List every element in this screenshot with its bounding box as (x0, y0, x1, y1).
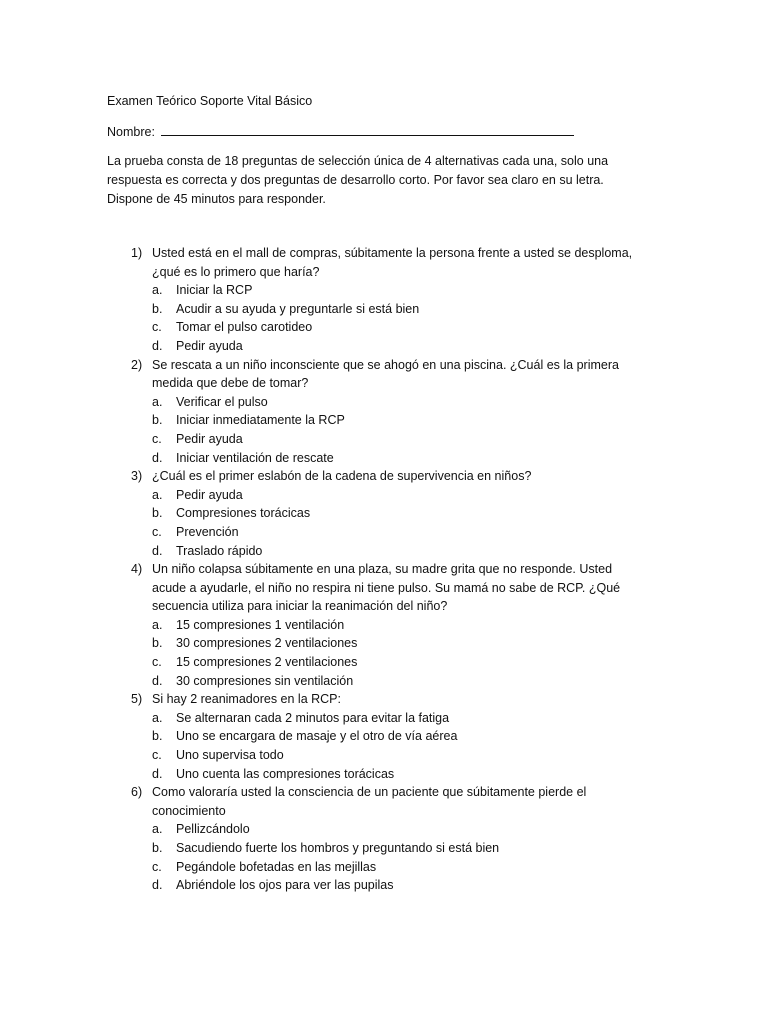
question-text: Como valoraría usted la consciencia de un paciente que súbitamente pierde el conocimiento (152, 785, 587, 818)
question-number: 4) (131, 562, 143, 577)
option-text: Acudir a su ayuda y preguntarle si está bien (176, 301, 420, 316)
question-item (131, 356, 667, 468)
option-letter: c. (152, 320, 162, 335)
option-letter: a. (152, 822, 163, 837)
exam-page (107, 92, 667, 907)
answer-option (152, 709, 667, 728)
name-row (107, 123, 667, 141)
option-list (152, 820, 667, 894)
option-letter: c. (152, 524, 162, 539)
option-letter: d. (152, 766, 163, 781)
question-row (131, 560, 667, 616)
option-text: Iniciar inmediatamente la RCP (176, 413, 345, 428)
name-blank-line (161, 123, 574, 136)
option-letter: a. (152, 394, 163, 409)
answer-option (152, 504, 667, 523)
answer-option (152, 672, 667, 691)
question-item (131, 467, 667, 560)
question-text: Usted está en el mall de compras, súbitamente la persona frente a usted se desploma, ¿qué es lo primero que haría? (152, 246, 633, 279)
answer-option (152, 765, 667, 784)
answer-option (152, 523, 667, 542)
answer-option (152, 746, 667, 765)
question-row (131, 690, 667, 709)
exam-title: Examen Teórico Soporte Vital Básico (107, 94, 313, 108)
option-list (152, 616, 667, 690)
question-row (131, 783, 667, 820)
option-text: Pedir ayuda (176, 431, 243, 446)
answer-option (152, 653, 667, 672)
question-item (131, 783, 667, 895)
option-letter: a. (152, 617, 163, 632)
answer-option (152, 430, 667, 449)
question-number: 6) (131, 785, 143, 800)
option-letter: d. (152, 450, 163, 465)
answer-option (152, 542, 667, 561)
option-text: Pegándole bofetadas en las mejillas (176, 859, 377, 874)
option-text: Sacudiendo fuerte los hombros y preguntando si está bien (176, 841, 500, 855)
option-text: Traslado rápido (176, 543, 263, 558)
option-text: 15 compresiones 2 ventilaciones (176, 655, 358, 670)
question-number: 5) (131, 692, 143, 707)
option-letter: d. (152, 878, 163, 893)
option-text: Pedir ayuda (176, 487, 243, 502)
option-letter: b. (152, 729, 163, 744)
question-row (131, 356, 667, 393)
question-text: Si hay 2 reanimadores en la RCP: (152, 692, 341, 707)
option-letter: c. (152, 748, 162, 763)
answer-option (152, 300, 667, 319)
answer-option (152, 839, 667, 858)
option-text: Uno supervisa todo (176, 748, 284, 763)
question-text: Un niño colapsa súbitamente en una plaza, su madre grita que no responde. Usted acude a ayudarle, el niño no respira ni tiene pulso. Su mamá no sabe de RCP. ¿Qué secuencia utiliza para iniciar la reanimación del niño? (152, 562, 621, 614)
answer-option (152, 393, 667, 412)
option-text: Compresiones torácicas (176, 506, 311, 521)
option-text: 15 compresiones 1 ventilación (176, 617, 345, 632)
option-letter: a. (152, 710, 163, 725)
question-list (131, 244, 667, 895)
question-item (131, 244, 667, 356)
option-letter: a. (152, 283, 163, 298)
answer-option (152, 820, 667, 839)
question-number: 1) (131, 246, 143, 260)
question-text: ¿Cuál es el primer eslabón de la cadena de supervivencia en niños? (152, 469, 532, 484)
option-letter: b. (152, 301, 163, 316)
exam-instructions: La prueba consta de 18 preguntas de selección única de 4 alternativas cada una, solo una respuesta es correcta y dos preguntas de desarrollo corto. Por favor sea claro en su letra. Dispone de 45 minutos para responder. (107, 154, 609, 206)
question-text: Se rescata a un niño inconsciente que se ahogó en una piscina. ¿Cuál es la primera medida que debe de tomar? (152, 357, 619, 391)
option-list (152, 393, 667, 467)
option-letter: c. (152, 431, 162, 446)
question-row (131, 244, 667, 281)
question-number: 3) (131, 469, 143, 484)
answer-option (152, 727, 667, 746)
question-item (131, 690, 667, 783)
option-letter: c. (152, 859, 162, 874)
option-text: Verificar el pulso (176, 394, 268, 409)
question-item (131, 560, 667, 690)
answer-option (152, 486, 667, 505)
name-label: Nombre: (107, 125, 155, 139)
option-text: Pellizcándolo (176, 822, 250, 837)
option-letter: d. (152, 543, 163, 558)
option-text: Pedir ayuda (176, 338, 243, 353)
option-letter: b. (152, 413, 163, 428)
answer-option (152, 318, 667, 337)
option-list (152, 709, 667, 783)
option-text: Se alternaran cada 2 minutos para evitar la fatiga (176, 710, 450, 725)
answer-option (152, 337, 667, 356)
option-letter: b. (152, 636, 163, 651)
option-text: Uno cuenta las compresiones torácicas (176, 766, 395, 781)
answer-option (152, 634, 667, 653)
option-list (152, 281, 667, 355)
option-text: Iniciar la RCP (176, 283, 253, 298)
option-letter: c. (152, 655, 162, 670)
answer-option (152, 449, 667, 468)
option-letter: a. (152, 487, 163, 502)
option-text: Iniciar ventilación de rescate (176, 450, 334, 465)
question-number: 2) (131, 357, 143, 372)
question-row (131, 467, 667, 486)
option-letter: d. (152, 673, 163, 688)
option-letter: b. (152, 506, 163, 521)
answer-option (152, 876, 667, 895)
option-letter: d. (152, 338, 163, 353)
option-letter: b. (152, 841, 163, 855)
answer-option (152, 411, 667, 430)
option-text: Prevención (176, 524, 239, 539)
option-text: Abriéndole los ojos para ver las pupilas (176, 878, 394, 893)
option-text: 30 compresiones sin ventilación (176, 673, 354, 688)
option-text: Tomar el pulso carotideo (176, 320, 313, 335)
answer-option (152, 616, 667, 635)
option-text: 30 compresiones 2 ventilaciones (176, 636, 358, 651)
answer-option (152, 858, 667, 877)
option-list (152, 486, 667, 560)
answer-option (152, 281, 667, 300)
option-text: Uno se encargara de masaje y el otro de vía aérea (176, 729, 458, 744)
